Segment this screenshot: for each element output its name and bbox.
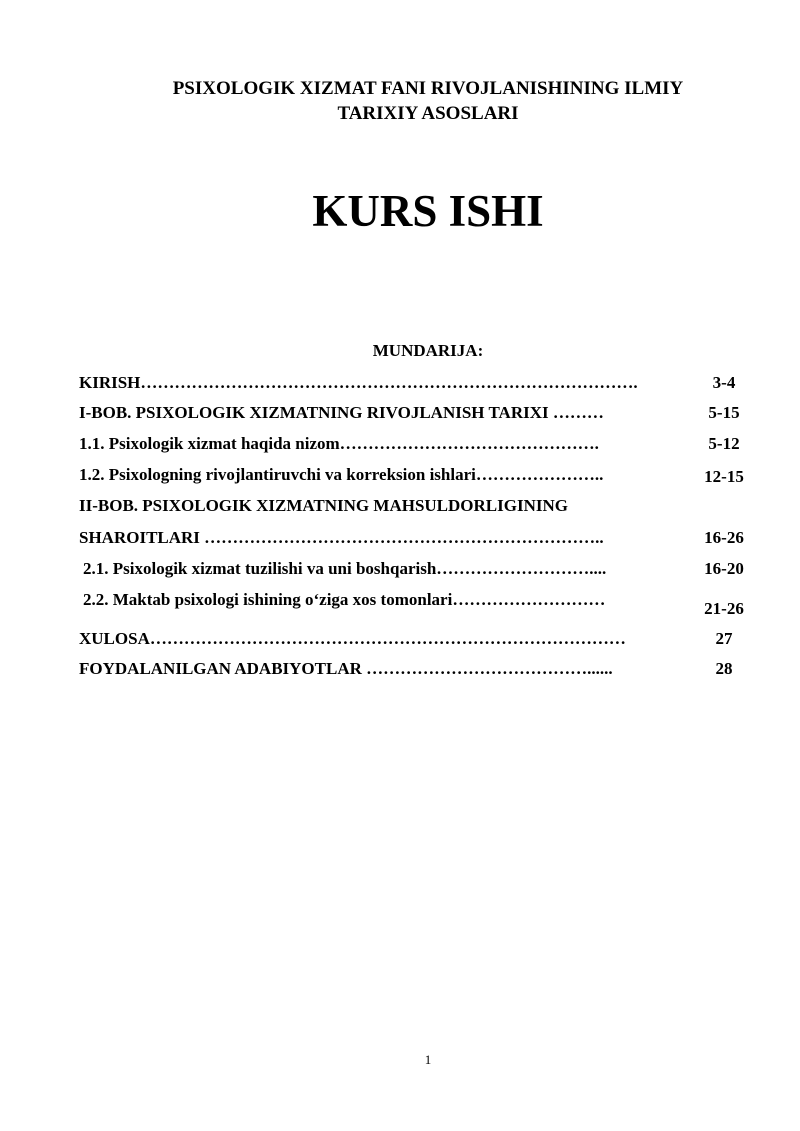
title-line-1: PSIXOLOGIK XIZMAT FANI RIVOJLANISHINING ILMIY — [172, 78, 684, 99]
toc-entry-pages: 5-12 — [708, 434, 740, 453]
toc-entry-text: I-BOB. PSIXOLOGIK XIZMATNING RIVOJLANISH TARIXI ……… — [79, 403, 604, 422]
page-number: 1 — [424, 1052, 432, 1067]
toc-entry-text: II-BOB. PSIXOLOGIK XIZMATNING MAHSULDORLIGINING — [79, 496, 568, 515]
toc-entry-text: 2.2. Maktab psixologi ishining o‘ziga xos tomonlari……………………… — [83, 590, 606, 609]
title-line-2: TARIXIY ASOSLARI — [337, 103, 519, 124]
toc-entry-text: KIRISH……………………………………………………………………………. — [79, 373, 638, 392]
toc-entry-text: FOYDALANILGAN ADABIYOTLAR …………………………………...... — [79, 659, 613, 678]
toc-entry-text: 1.2. Psixologning rivojlantiruvchi va korreksion ishlari………………….. — [79, 465, 604, 484]
toc-entry-pages: 27 — [715, 629, 733, 648]
document-type-heading: KURS ISHI — [312, 186, 544, 236]
toc-entry-pages: 21-26 — [704, 599, 744, 618]
document-title — [0, 76, 800, 126]
toc-heading: MUNDARIJA: — [372, 341, 484, 360]
toc-entry-text: XULOSA………………………………………………………………………… — [79, 629, 626, 648]
toc-entry-pages: 3-4 — [712, 373, 736, 392]
toc-entry-text: SHAROITLARI …………………………………………………………….. — [79, 528, 604, 547]
toc-entry-pages: 5-15 — [708, 403, 740, 422]
toc-entry-text: 2.1. Psixologik xizmat tuzilishi va uni boshqarish……………………….... — [83, 559, 607, 578]
toc-entry-pages: 28 — [715, 659, 733, 678]
toc-entry-pages: 12-15 — [704, 467, 744, 486]
toc-entry-text: 1.1. Psixologik xizmat haqida nizom………………………………………. — [79, 434, 599, 453]
toc-entry-pages: 16-26 — [704, 528, 744, 547]
toc-entry-pages: 16-20 — [704, 559, 744, 578]
